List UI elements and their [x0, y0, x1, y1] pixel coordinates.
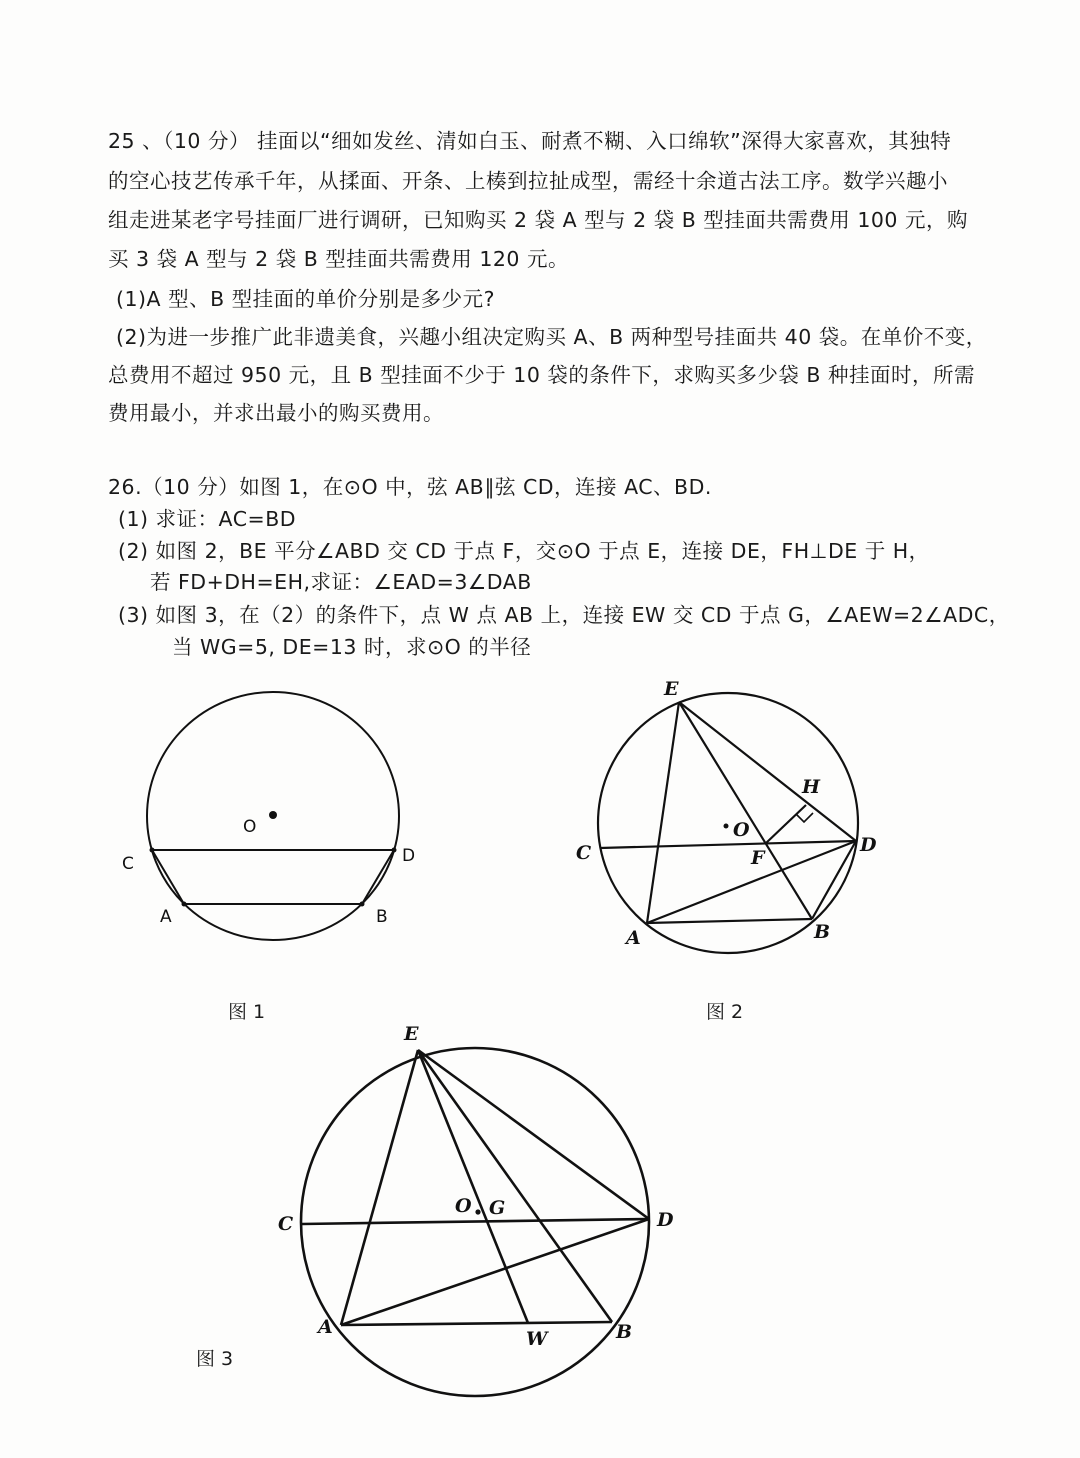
fig2-caption: 图 2	[706, 1001, 744, 1023]
fig3-label-g: G	[489, 1197, 506, 1219]
fig3-label-d: D	[657, 1209, 674, 1231]
q25-part-2-line-3: 费用最小，并求出最小的购买费用。	[108, 401, 444, 425]
fig2-label-h: H	[802, 776, 820, 798]
fig2-label-f: F	[751, 847, 765, 869]
fig3-chord-ab	[341, 1322, 612, 1325]
fig3-center-dot	[475, 1209, 480, 1214]
q26-part-2-line-2: 若 FD+DH=EH,求证：∠EAD=3∠DAB	[150, 570, 532, 594]
q25-line-4: 买 3 袋 A 型与 2 袋 B 型挂面共需费用 120 元。	[108, 247, 569, 271]
fig3-label-b: B	[616, 1321, 633, 1343]
fig1-label-c: C	[122, 854, 134, 874]
fig1-label-a: A	[160, 907, 172, 927]
fig3-caption: 图 3	[196, 1348, 234, 1370]
fig2-label-o: O	[733, 819, 750, 841]
fig2-label-c: C	[576, 842, 592, 864]
q25-part-2-line-1: (2)为进一步推广此非遗美食，兴趣小组决定购买 A、B 两种型号挂面共 40 袋。在单价不变，	[116, 325, 987, 349]
q26-part-3-line-1: (3) 如图 3，在（2）的条件下，点 W 点 AB 上，连接 EW 交 CD 于点 G，∠AEW=2∠ADC，	[118, 603, 1010, 627]
q26-part-2-line-1: (2) 如图 2，BE 平分∠ABD 交 CD 于点 F，交⊙O 于点 E，连接 DE，FH⊥DE 于 H，	[118, 539, 930, 563]
fig3-label-a: A	[318, 1316, 333, 1338]
q26-line-1: 26.（10 分）如图 1，在⊙O 中，弦 AB∥弦 CD，连接 AC、BD.	[108, 475, 712, 499]
q26-part-3-line-2: 当 WG=5, DE=13 时，求⊙O 的半径	[172, 635, 532, 659]
q25-line-2: 的空心技艺传承千年，从揉面、开条、上楱到拉扯成型，需经十余道古法工序。数学兴趣小	[108, 169, 948, 193]
fig1-label-d: D	[402, 846, 416, 866]
fig3-segment-eb	[418, 1050, 612, 1322]
q26-part-1: (1) 求证：AC=BD	[118, 507, 297, 531]
q25-part-2-line-2: 总费用不超过 950 元，且 B 型挂面不少于 10 袋的条件下，求购买多少袋 B 种挂面时，所需	[108, 363, 975, 387]
fig2-label-d: D	[860, 834, 877, 856]
fig1-label-o: O	[243, 817, 257, 837]
fig1-label-b: B	[376, 907, 388, 927]
fig3-label-o: O	[455, 1195, 472, 1217]
fig2-label-b: B	[814, 921, 831, 943]
fig1-caption: 图 1	[228, 1001, 266, 1023]
fig3-chord-cd	[302, 1219, 649, 1224]
fig3-label-e: E	[404, 1023, 419, 1045]
fig3-label-w: W	[526, 1328, 548, 1350]
fig2-label-a: A	[626, 927, 641, 949]
fig3-label-c: C	[278, 1213, 294, 1235]
q25-part-1: (1)A 型、B 型挂面的单价分别是多少元?	[116, 287, 496, 311]
q25-line-3: 组走进某老字号挂面厂进行调研，已知购买 2 袋 A 型与 2 袋 B 型挂面共需费用 100 元，购	[108, 208, 968, 232]
fig2-label-e: E	[664, 678, 679, 700]
fig3-segment-ea	[341, 1050, 418, 1325]
q25-line-1: 25 、（10 分） 挂面以“细如发丝、清如白玉、耐煮不糊、入口绵软”深得大家喜欢，其独特	[108, 129, 952, 153]
